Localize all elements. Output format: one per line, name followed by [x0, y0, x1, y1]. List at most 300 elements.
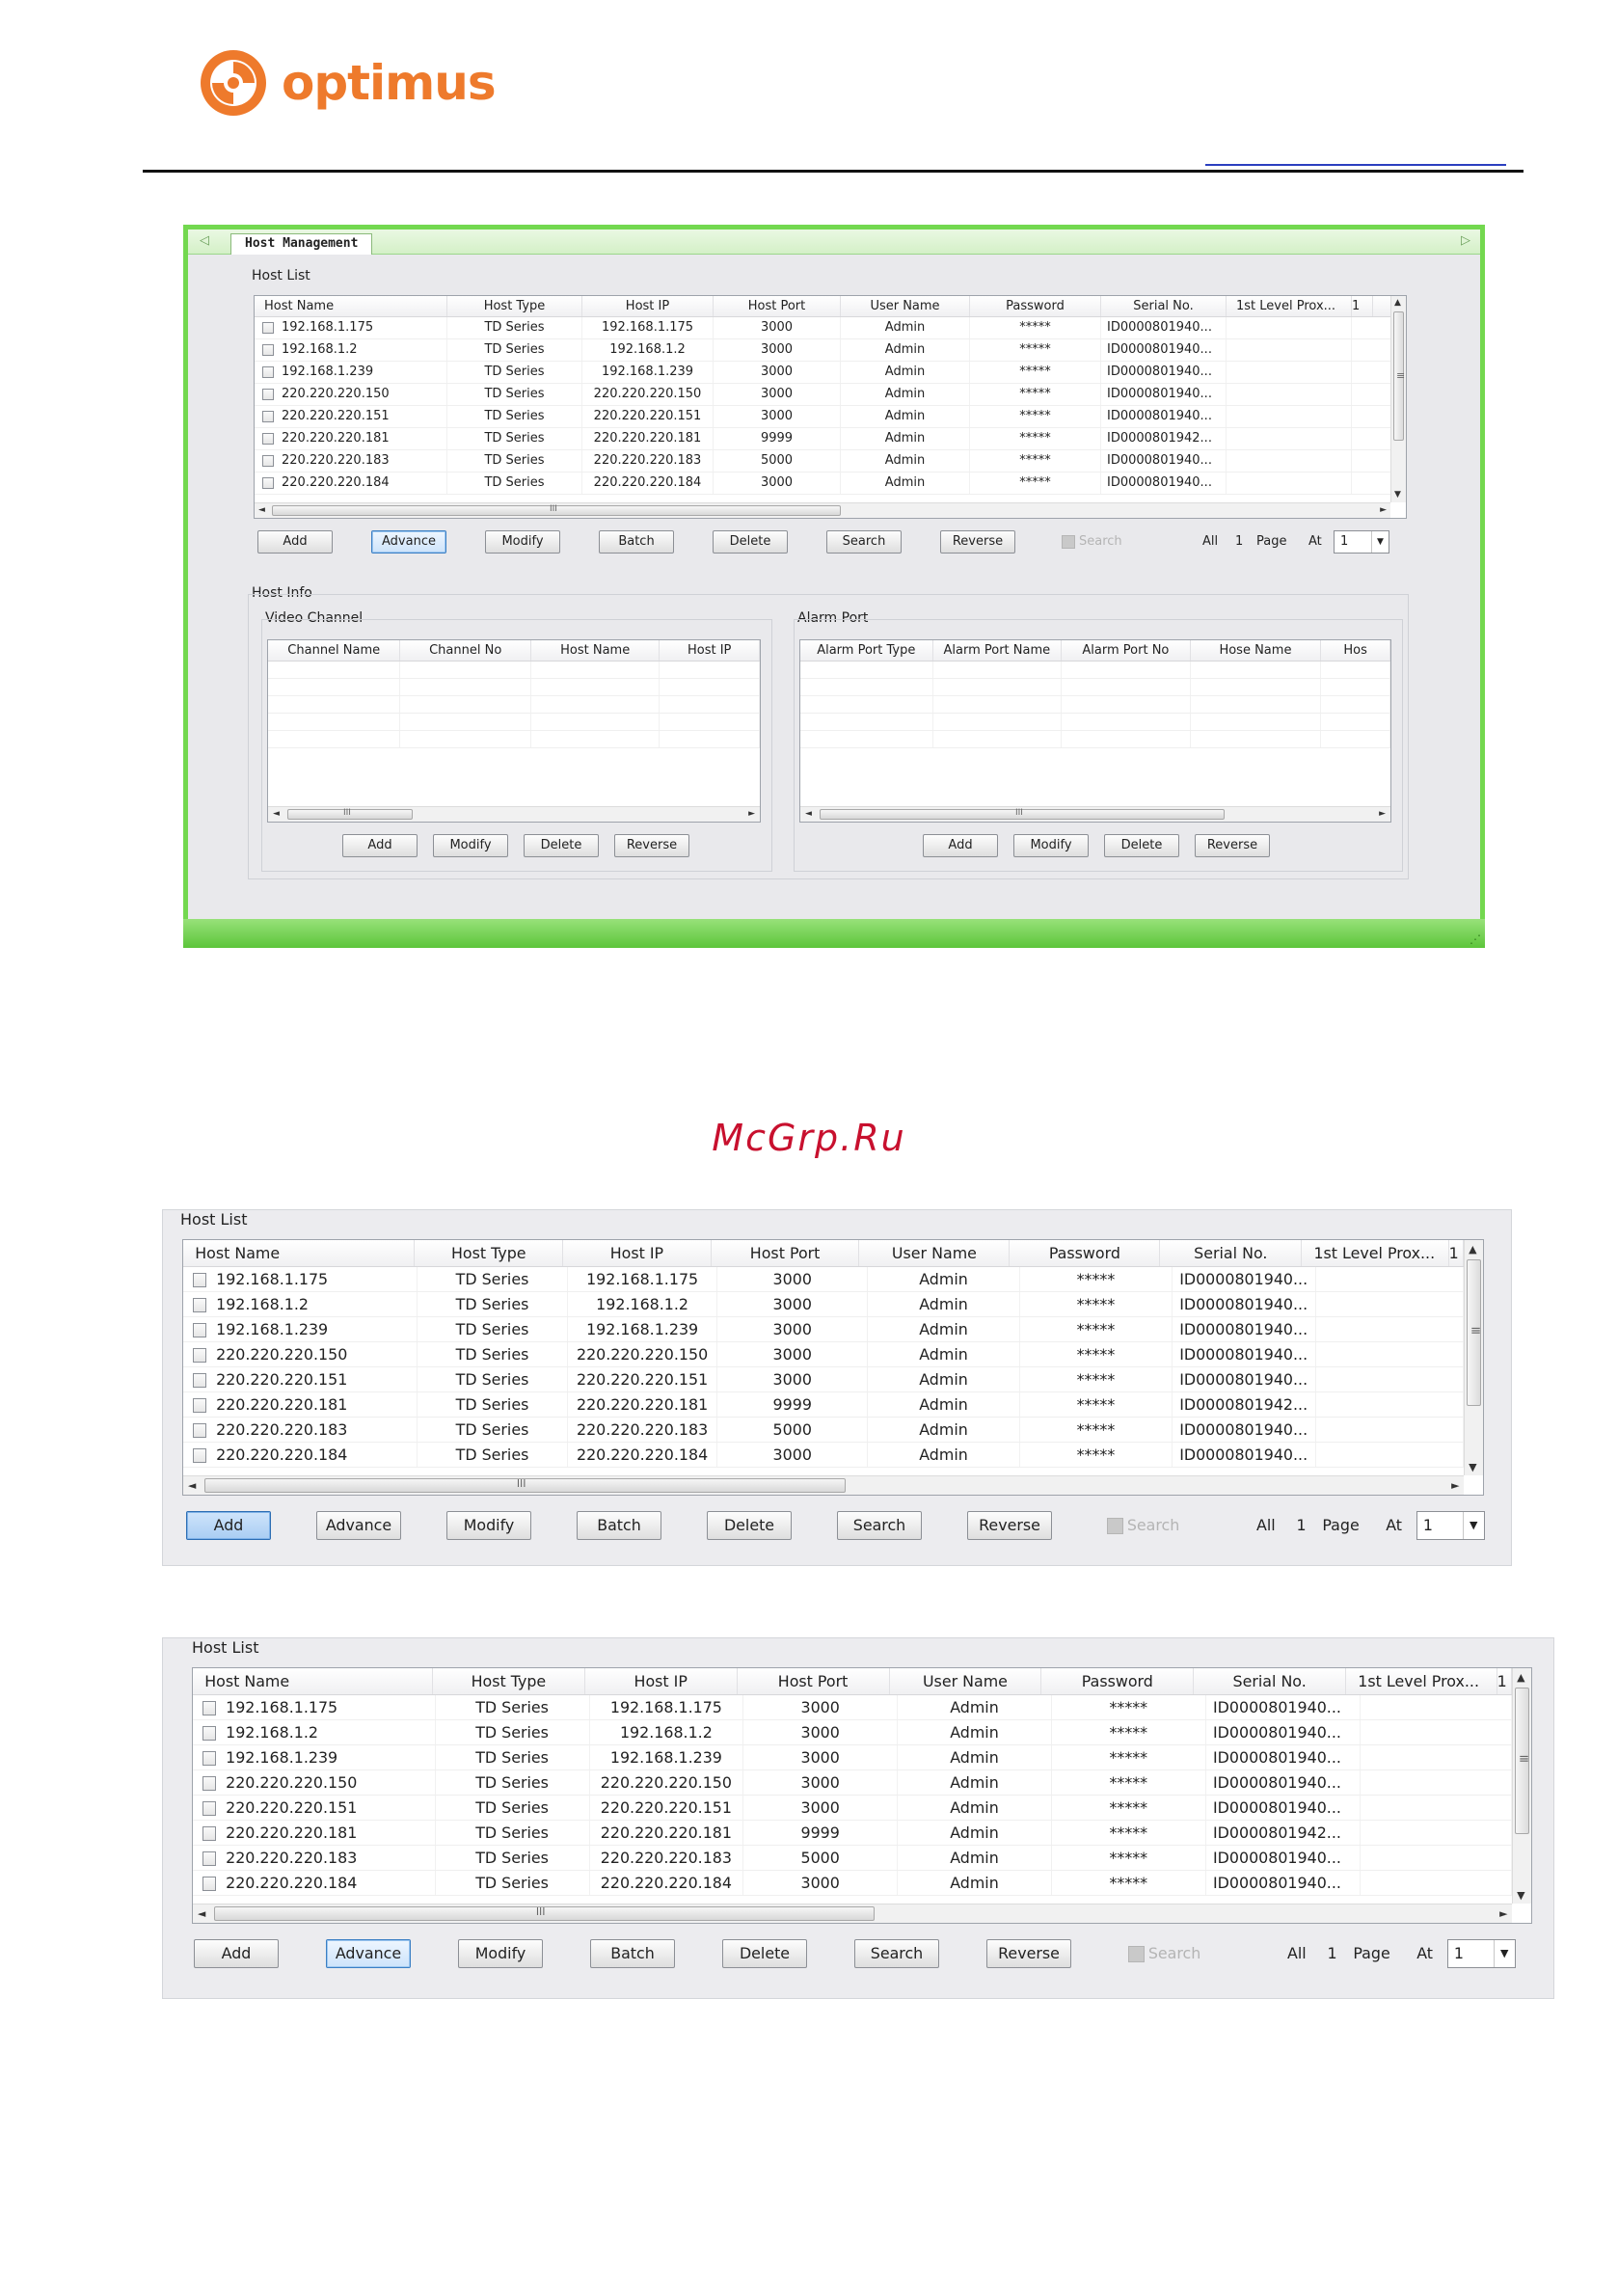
search-checkbox-label: Search: [1126, 1516, 1180, 1535]
table-row: [800, 696, 1390, 714]
table-cell-port: 5000: [714, 450, 841, 472]
host-list-rows: [255, 317, 1390, 495]
table-row[interactable]: [193, 1695, 1512, 1720]
delete-button[interactable]: Delete: [722, 1939, 807, 1968]
row-checkbox[interactable]: [202, 1851, 217, 1866]
table-row[interactable]: [183, 1443, 1464, 1468]
horizontal-scroll-thumb[interactable]: [214, 1906, 875, 1921]
page-select-value: 1: [1422, 1516, 1433, 1534]
tab-host-management[interactable]: Host Management: [230, 233, 372, 255]
page-select-value: 1: [1340, 534, 1349, 549]
row-checkbox[interactable]: [193, 1298, 207, 1312]
table-cell-user: Admin: [868, 1292, 1020, 1316]
table-cell-user: Admin: [898, 1770, 1052, 1795]
table-cell-type: TD Series: [447, 450, 582, 472]
table-cell-name: [255, 384, 447, 405]
table-cell: [933, 731, 1063, 747]
row-checkbox[interactable]: [202, 1701, 217, 1715]
horizontal-scrollbar[interactable]: [255, 502, 1390, 518]
table-cell-ip: 220.220.220.181: [590, 1821, 744, 1845]
table-cell-user: Admin: [841, 450, 970, 472]
column-header[interactable]: Host Name: [183, 1240, 415, 1266]
table-cell: [660, 662, 760, 678]
advance-button[interactable]: Advance: [326, 1939, 411, 1968]
row-checkbox[interactable]: [193, 1273, 207, 1287]
table-cell: [1062, 679, 1191, 695]
row-checkbox[interactable]: [193, 1423, 207, 1438]
row-checkbox[interactable]: [202, 1776, 217, 1791]
table-cell-password: *****: [1052, 1720, 1206, 1744]
table-cell-proxy: [1227, 406, 1352, 427]
table-cell-type: TD Series: [447, 384, 582, 405]
table-row: [268, 662, 760, 679]
host-name-text: 220.220.220.181: [216, 1395, 348, 1414]
search-button[interactable]: Search: [826, 530, 902, 554]
column-header[interactable]: Host Port: [738, 1668, 890, 1694]
table-row[interactable]: [183, 1418, 1464, 1443]
table-cell-type: TD Series: [418, 1443, 568, 1467]
table-cell-proxy: [1227, 317, 1352, 338]
chevron-down-icon[interactable]: ▼: [1463, 1512, 1484, 1539]
table-row[interactable]: [255, 428, 1390, 450]
table-cell-name: [255, 473, 447, 494]
column-header[interactable]: Host IP: [660, 640, 760, 661]
video-channel-reverse-button[interactable]: Reverse: [614, 834, 689, 857]
table-cell-type: TD Series: [436, 1770, 590, 1795]
table-cell-name: [183, 1392, 418, 1417]
table-cell-serial: ID0000801940...: [1206, 1745, 1361, 1769]
row-checkbox[interactable]: [262, 322, 274, 334]
row-checkbox[interactable]: [202, 1751, 217, 1766]
header-divider: [143, 170, 1524, 173]
row-checkbox[interactable]: [262, 455, 274, 467]
table-cell-type: TD Series: [447, 428, 582, 449]
optimus-logo-icon: [199, 48, 268, 118]
row-checkbox[interactable]: [262, 366, 274, 378]
column-header[interactable]: Host Port: [714, 296, 841, 316]
table-cell-serial: ID0000801940...: [1173, 1367, 1316, 1391]
column-header[interactable]: Alarm Port Type: [800, 640, 933, 661]
batch-button[interactable]: Batch: [599, 530, 674, 554]
column-header[interactable]: Host Port: [712, 1240, 860, 1266]
table-row[interactable]: [183, 1317, 1464, 1342]
table-cell-proxy: [1316, 1342, 1464, 1366]
table-cell-proxy: [1316, 1317, 1464, 1341]
table-cell-serial: ID0000801940...: [1206, 1770, 1361, 1795]
table-cell-password: *****: [970, 317, 1101, 338]
host-list-table: [182, 1239, 1484, 1496]
scroll-up-icon[interactable]: ▲: [1517, 1670, 1525, 1684]
table-cell-port: 3000: [714, 473, 841, 494]
table-cell-password: *****: [970, 339, 1101, 361]
table-row[interactable]: [193, 1821, 1512, 1846]
row-checkbox[interactable]: [202, 1726, 217, 1741]
column-header[interactable]: Host Type: [415, 1240, 563, 1266]
video-channel-modify-button[interactable]: Modify: [433, 834, 508, 857]
table-cell: [1321, 731, 1390, 747]
column-header[interactable]: Serial No.: [1194, 1668, 1346, 1694]
page-select[interactable]: [1416, 1511, 1485, 1540]
delete-button[interactable]: Delete: [713, 530, 788, 554]
table-row[interactable]: [255, 406, 1390, 428]
column-header[interactable]: User Name: [841, 296, 970, 316]
row-checkbox[interactable]: [202, 1826, 217, 1841]
column-header[interactable]: Host IP: [585, 1668, 738, 1694]
table-cell-port: 9999: [743, 1821, 898, 1845]
scroll-right-icon[interactable]: ►: [1379, 809, 1386, 819]
table-row[interactable]: [193, 1745, 1512, 1770]
row-checkbox[interactable]: [193, 1348, 207, 1363]
table-cell: [268, 662, 400, 678]
vertical-scrollbar[interactable]: [1464, 1240, 1483, 1475]
table-cell-serial: ID0000801942...: [1206, 1821, 1361, 1845]
table-row: [800, 714, 1390, 731]
table-row[interactable]: [255, 384, 1390, 406]
alarm-port-add-button[interactable]: Add: [923, 834, 998, 857]
table-cell-ip: 220.220.220.183: [582, 450, 714, 472]
table-cell-proxy: [1316, 1267, 1464, 1291]
vertical-scroll-thumb[interactable]: [1393, 311, 1404, 441]
tab-scroll-left-icon[interactable]: ◁: [200, 233, 209, 248]
table-row[interactable]: [255, 317, 1390, 339]
host-name-text: 220.220.220.150: [282, 387, 390, 401]
table-cell: [531, 731, 660, 747]
horizontal-scrollbar[interactable]: [183, 1475, 1464, 1495]
table-cell: [531, 662, 660, 678]
scroll-up-icon[interactable]: ▲: [1469, 1242, 1477, 1256]
scroll-right-icon[interactable]: ►: [748, 809, 755, 819]
pager-page-label: Page: [1353, 1944, 1390, 1963]
host-name-text: 192.168.1.2: [282, 342, 358, 357]
batch-button[interactable]: Batch: [577, 1511, 661, 1540]
table-row[interactable]: [183, 1342, 1464, 1367]
table-cell: [531, 714, 660, 730]
table-cell: [1191, 731, 1322, 747]
advance-button[interactable]: Advance: [371, 530, 446, 554]
column-header[interactable]: Hose Name: [1191, 640, 1322, 661]
table-row[interactable]: [193, 1796, 1512, 1821]
table-cell-name: [255, 406, 447, 427]
table-row[interactable]: [183, 1367, 1464, 1392]
host-list-title: Host List: [252, 268, 310, 284]
table-cell-ip: 220.220.220.181: [568, 1392, 718, 1417]
header-link-underline[interactable]: [1205, 164, 1506, 166]
table-cell-password: *****: [1052, 1695, 1206, 1719]
reverse-button[interactable]: Reverse: [986, 1939, 1071, 1968]
table-row[interactable]: [183, 1392, 1464, 1418]
table-row: [800, 679, 1390, 696]
advance-button[interactable]: Advance: [316, 1511, 401, 1540]
table-cell: [1062, 731, 1191, 747]
host-list-title: Host List: [180, 1210, 248, 1229]
add-button[interactable]: Add: [257, 530, 333, 554]
table-cell-password: *****: [1052, 1770, 1206, 1795]
vertical-scrollbar[interactable]: [1512, 1668, 1531, 1904]
table-cell-ip: 220.220.220.184: [568, 1443, 718, 1467]
row-checkbox[interactable]: [262, 477, 274, 489]
table-cell-serial: ID0000801940...: [1173, 1443, 1316, 1467]
table-cell-type: TD Series: [418, 1367, 568, 1391]
horizontal-scroll-thumb[interactable]: [272, 505, 841, 516]
host-name-text: 192.168.1.175: [226, 1698, 338, 1716]
search-checkbox-label: Search: [1079, 534, 1122, 549]
column-header[interactable]: 1st Level Prox...: [1302, 1240, 1448, 1266]
table-cell: [268, 696, 400, 713]
table-cell-serial: ID0000801940...: [1173, 1267, 1316, 1291]
column-header[interactable]: Host Type: [433, 1668, 585, 1694]
host-list-panel-add-focus: [162, 1209, 1512, 1566]
table-cell-name: [193, 1821, 436, 1845]
table-cell-type: TD Series: [436, 1695, 590, 1719]
scroll-right-icon[interactable]: ►: [1499, 1907, 1508, 1921]
table-cell-serial: ID0000801940...: [1101, 362, 1227, 383]
scroll-grip-icon: III: [343, 808, 351, 818]
scroll-left-icon[interactable]: ◄: [273, 809, 280, 819]
table-row[interactable]: [255, 362, 1390, 384]
host-name-text: 220.220.220.151: [216, 1370, 348, 1389]
horizontal-scroll-thumb[interactable]: [204, 1478, 846, 1493]
modify-button[interactable]: Modify: [446, 1511, 531, 1540]
reverse-button[interactable]: Reverse: [967, 1511, 1052, 1540]
host-info-title: Host Info: [252, 585, 312, 601]
column-header[interactable]: Host Name: [531, 640, 660, 661]
scroll-down-icon[interactable]: ▼: [1469, 1460, 1477, 1473]
column-header[interactable]: 1: [1352, 296, 1373, 316]
scroll-left-icon[interactable]: ◄: [258, 505, 265, 515]
alarm-port-modify-button[interactable]: Modify: [1013, 834, 1089, 857]
table-cell-password: *****: [1052, 1871, 1206, 1895]
table-cell: [1191, 696, 1322, 713]
column-header[interactable]: Channel Name: [268, 640, 400, 661]
table-cell: [800, 679, 933, 695]
table-cell-user: Admin: [841, 362, 970, 383]
chevron-down-icon[interactable]: ▼: [1371, 531, 1389, 553]
column-header[interactable]: User Name: [890, 1668, 1042, 1694]
column-header[interactable]: Password: [970, 296, 1101, 316]
table-cell-type: TD Series: [447, 362, 582, 383]
host-name-text: 220.220.220.151: [226, 1798, 358, 1817]
table-cell: [800, 696, 933, 713]
column-header[interactable]: Alarm Port No: [1062, 640, 1191, 661]
resize-grip-icon[interactable]: ⋰: [1470, 932, 1481, 946]
host-name-text: 192.168.1.175: [216, 1270, 329, 1288]
column-header[interactable]: Host IP: [582, 296, 714, 316]
scroll-left-icon[interactable]: ◄: [805, 809, 812, 819]
column-header[interactable]: 1: [1497, 1668, 1513, 1694]
table-cell-user: Admin: [868, 1317, 1020, 1341]
table-cell-type: TD Series: [436, 1871, 590, 1895]
table-cell-serial: ID0000801940...: [1101, 384, 1227, 405]
table-row: [800, 731, 1390, 748]
vertical-scroll-thumb[interactable]: [1515, 1688, 1529, 1835]
scroll-down-icon[interactable]: ▼: [1517, 1888, 1525, 1902]
modify-button[interactable]: Modify: [458, 1939, 543, 1968]
row-checkbox[interactable]: [262, 389, 274, 400]
table-cell: [800, 731, 933, 747]
horizontal-scrollbar[interactable]: [268, 806, 760, 822]
table-cell-proxy: [1361, 1796, 1513, 1820]
table-row: [268, 696, 760, 714]
table-cell-user: Admin: [898, 1846, 1052, 1870]
table-cell-proxy: [1227, 362, 1352, 383]
pager-total: 1: [1296, 1516, 1307, 1535]
table-cell-password: *****: [1052, 1796, 1206, 1820]
table-cell-ip: 220.220.220.181: [582, 428, 714, 449]
table-cell: [933, 662, 1063, 678]
table-cell-port: 3000: [717, 1292, 868, 1316]
scroll-grip-icon: III: [550, 504, 557, 514]
scroll-grip-icon: ≡: [1518, 1752, 1530, 1768]
add-button[interactable]: Add: [194, 1939, 279, 1968]
batch-button[interactable]: Batch: [590, 1939, 675, 1968]
alarm-port-header: [800, 640, 1390, 662]
vertical-scroll-thumb[interactable]: [1467, 1259, 1481, 1407]
table-cell-port: 3000: [717, 1367, 868, 1391]
column-header[interactable]: User Name: [859, 1240, 1010, 1266]
delete-button[interactable]: Delete: [707, 1511, 792, 1540]
table-cell-user: Admin: [898, 1821, 1052, 1845]
host-list-header: [255, 296, 1390, 317]
table-cell-ip: 192.168.1.175: [568, 1267, 718, 1291]
table-cell-user: Admin: [841, 384, 970, 405]
table-cell-type: TD Series: [447, 317, 582, 338]
column-header[interactable]: Host Type: [447, 296, 582, 316]
scroll-left-icon[interactable]: ◄: [187, 1479, 197, 1493]
page-select[interactable]: [1334, 530, 1389, 554]
row-checkbox[interactable]: [262, 411, 274, 422]
table-cell-password: *****: [1020, 1317, 1173, 1341]
column-header[interactable]: Serial No.: [1101, 296, 1227, 316]
alarm-port-reverse-button[interactable]: Reverse: [1195, 834, 1270, 857]
column-header[interactable]: 1: [1449, 1240, 1465, 1266]
table-cell-password: *****: [1020, 1418, 1173, 1442]
pager-at-label: At: [1386, 1516, 1402, 1535]
table-cell-proxy: [1316, 1292, 1464, 1316]
horizontal-scrollbar[interactable]: [800, 806, 1390, 822]
scroll-right-icon[interactable]: ►: [1451, 1479, 1460, 1493]
search-button[interactable]: Search: [854, 1939, 939, 1968]
table-cell-user: Admin: [841, 317, 970, 338]
table-cell-proxy: [1361, 1770, 1513, 1795]
scroll-right-icon[interactable]: ►: [1380, 505, 1387, 515]
host-name-text: 192.168.1.2: [226, 1723, 318, 1742]
search-checkbox: [1107, 1513, 1180, 1538]
column-header[interactable]: Host Name: [255, 296, 447, 316]
table-cell-ip: 220.220.220.184: [582, 473, 714, 494]
table-cell: [1062, 714, 1191, 730]
column-header[interactable]: Host IP: [563, 1240, 712, 1266]
column-header[interactable]: Hos: [1321, 640, 1390, 661]
table-row[interactable]: [193, 1720, 1512, 1745]
host-list-rows: [183, 1267, 1464, 1468]
scroll-left-icon[interactable]: ◄: [197, 1907, 206, 1921]
row-checkbox[interactable]: [193, 1448, 207, 1463]
scroll-grip-icon: ≡: [1470, 1324, 1482, 1339]
table-cell-type: TD Series: [418, 1418, 568, 1442]
page-select[interactable]: [1447, 1939, 1516, 1968]
table-cell-user: Admin: [868, 1392, 1020, 1417]
column-header[interactable]: 1st Level Prox...: [1227, 296, 1352, 316]
table-cell-port: 3000: [743, 1871, 898, 1895]
add-button[interactable]: Add: [186, 1511, 271, 1540]
reverse-button[interactable]: Reverse: [940, 530, 1015, 554]
row-checkbox[interactable]: [262, 433, 274, 445]
table-row[interactable]: [183, 1267, 1464, 1292]
scroll-up-icon[interactable]: ▲: [1394, 298, 1401, 308]
column-header[interactable]: 1st Level Prox...: [1346, 1668, 1497, 1694]
table-cell: [660, 679, 760, 695]
table-cell: [531, 679, 660, 695]
table-cell-type: TD Series: [447, 339, 582, 361]
table-row[interactable]: [193, 1871, 1512, 1896]
brand-logo: [199, 48, 496, 118]
horizontal-scroll-thumb[interactable]: [287, 809, 413, 820]
table-cell-name: [255, 362, 447, 383]
column-header[interactable]: Password: [1041, 1668, 1194, 1694]
horizontal-scrollbar[interactable]: [193, 1904, 1512, 1923]
table-row[interactable]: [255, 339, 1390, 362]
table-row[interactable]: [193, 1770, 1512, 1796]
video-channel-delete-button[interactable]: Delete: [524, 834, 599, 857]
row-checkbox[interactable]: [193, 1398, 207, 1413]
column-header[interactable]: Host Name: [193, 1668, 433, 1694]
table-cell-port: 3000: [714, 384, 841, 405]
table-cell-name: [255, 450, 447, 472]
table-cell-proxy: [1361, 1871, 1513, 1895]
tab-scroll-right-icon[interactable]: ▷: [1461, 233, 1470, 248]
modify-button[interactable]: Modify: [485, 530, 560, 554]
table-row[interactable]: [183, 1292, 1464, 1317]
horizontal-scroll-thumb[interactable]: [820, 809, 1225, 820]
row-checkbox[interactable]: [193, 1373, 207, 1388]
video-channel-add-button[interactable]: Add: [342, 834, 418, 857]
row-checkbox[interactable]: [193, 1323, 207, 1337]
table-cell-user: Admin: [898, 1796, 1052, 1820]
row-checkbox[interactable]: [202, 1877, 217, 1891]
scroll-grip-icon: III: [1015, 808, 1023, 818]
vertical-scrollbar[interactable]: [1390, 296, 1406, 502]
table-row[interactable]: [193, 1846, 1512, 1871]
table-row[interactable]: [255, 450, 1390, 473]
table-cell-password: *****: [970, 428, 1101, 449]
table-cell: [400, 679, 530, 695]
table-cell-user: Admin: [841, 428, 970, 449]
column-header[interactable]: Password: [1010, 1240, 1160, 1266]
scroll-grip-icon: III: [535, 1905, 546, 1919]
table-cell: [1191, 714, 1322, 730]
column-header[interactable]: Alarm Port Name: [933, 640, 1063, 661]
host-name-text: 220.220.220.183: [282, 453, 390, 468]
alarm-port-delete-button[interactable]: Delete: [1104, 834, 1179, 857]
table-cell-serial: ID0000801940...: [1173, 1317, 1316, 1341]
table-row[interactable]: [255, 473, 1390, 495]
table-cell-serial: ID0000801940...: [1173, 1342, 1316, 1366]
column-header[interactable]: Channel No: [400, 640, 530, 661]
scroll-grip-icon: III: [516, 1477, 526, 1491]
scroll-down-icon[interactable]: ▼: [1394, 490, 1401, 500]
video-channel-header: [268, 640, 760, 662]
row-checkbox[interactable]: [202, 1801, 217, 1816]
search-button[interactable]: Search: [837, 1511, 922, 1540]
table-cell-port: 3000: [717, 1342, 868, 1366]
host-list-rows: [193, 1695, 1512, 1896]
column-header[interactable]: Serial No.: [1160, 1240, 1302, 1266]
chevron-down-icon[interactable]: ▼: [1494, 1940, 1515, 1967]
table-cell-password: *****: [970, 406, 1101, 427]
pager-at-label: At: [1416, 1944, 1433, 1963]
row-checkbox[interactable]: [262, 344, 274, 356]
table-cell-serial: ID0000801942...: [1173, 1392, 1316, 1417]
